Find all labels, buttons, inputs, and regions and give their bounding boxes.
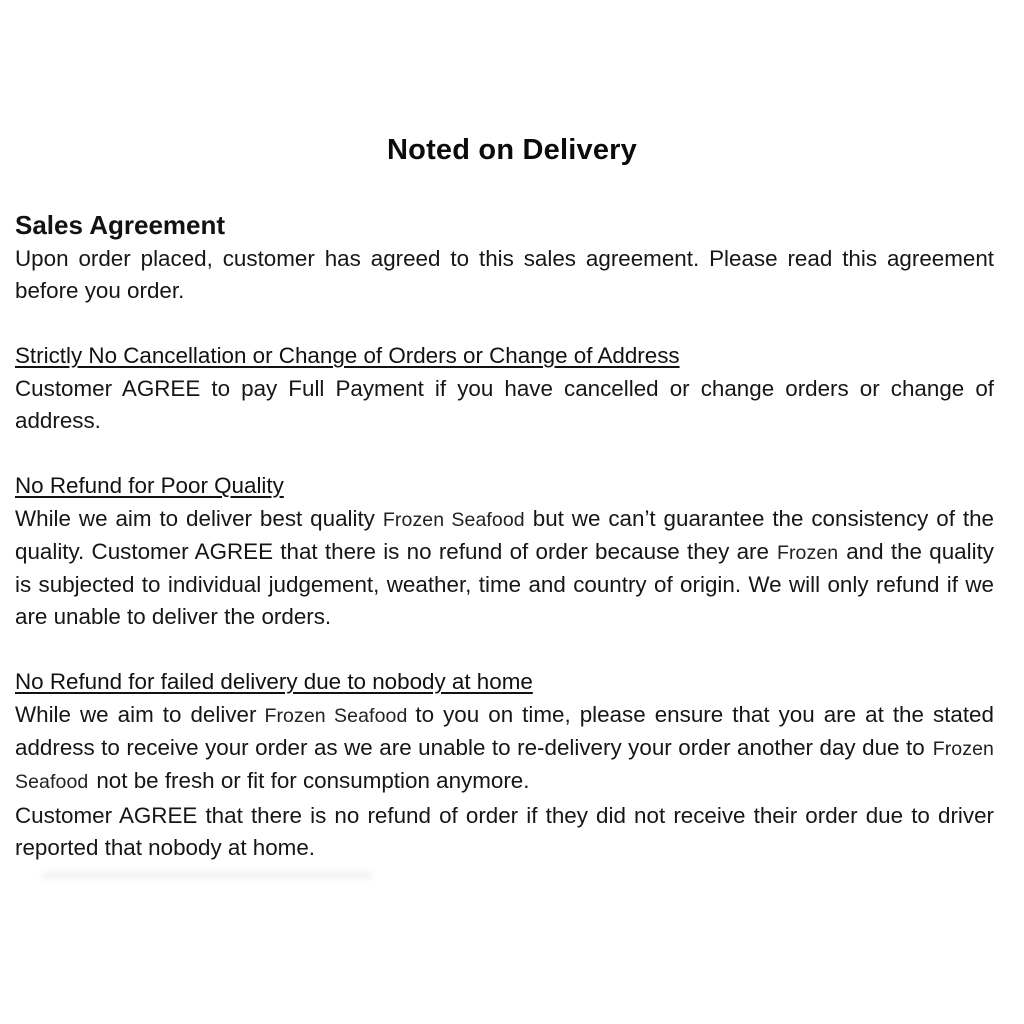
paragraph [15,699,994,798]
body-text: Customer AGREE that there is no refund of order if they did not receive their order due to driver reported that nobody at home. [15,803,994,860]
patched-text: Frozen Seafood [382,509,525,531]
body-text: and the quality is subjected to individual judgement, weather, time and country of origin. We will only refund if we are unable to deliver the orders. [15,539,994,629]
section [15,209,994,307]
paragraph [15,800,994,864]
body-text: Customer AGREE to pay Full Payment if you have cancelled or change orders or change of address. [15,376,994,433]
page-title: Noted on Delivery [387,134,637,166]
body-text: Upon order placed, customer has agreed to this sales agreement. Please read this agreement before you order. [15,246,994,303]
section-heading: No Refund for Poor Quality [15,473,284,498]
paragraph [15,243,994,307]
document-sections [0,209,1024,864]
erased-text-artifact [42,872,372,879]
paragraph [15,373,994,437]
body-text: but we can’t guarantee the consistency of the quality. Customer AGREE that there is no refund of order because they are [15,506,994,564]
patched-text: Frozen [776,542,839,564]
paragraph [15,503,994,633]
section-heading: Sales Agreement [15,210,226,240]
section [15,340,994,437]
patched-text: Frozen Seafood [264,705,408,727]
body-text: While we aim to deliver [15,702,257,727]
body-text: While we aim to deliver best quality [15,506,375,531]
section [15,666,994,864]
patched-text: Frozen Seafood [15,738,994,793]
section-heading: No Refund for failed delivery due to nobody at home [15,669,533,694]
body-text: to you on time, please ensure that you are at the stated address to receive your order as we are unable to re-delivery your order another day due to [15,702,994,760]
section-heading: Strictly No Cancellation or Change of Orders or Change of Address [15,343,680,368]
body-text: not be fresh or fit for consumption anymore. [96,768,530,793]
section [15,470,994,633]
